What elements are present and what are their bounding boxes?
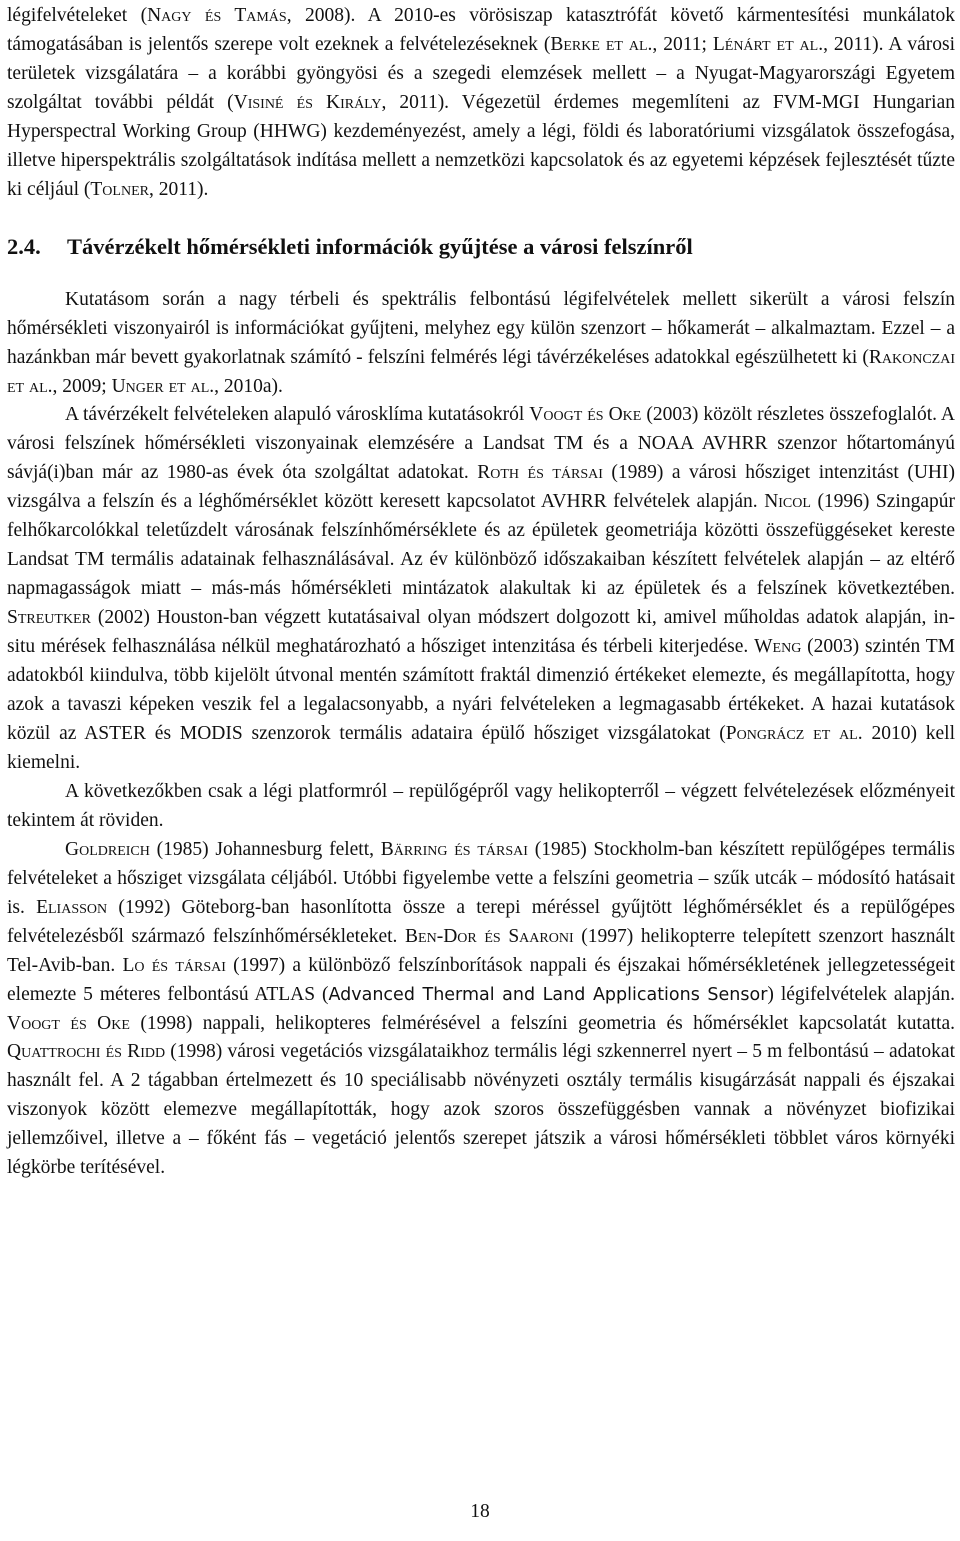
- paragraph-intro: légifelvételeket (Nagy és Tamás, 2008). A 2010-es vörösiszap katasztrófát követő kármentesítési munkálatok támogatásában is jelentős szerepe volt ezeknek a felvételezéseknek (Berke et al., 2011; Lénárt et al., 2011). A városi területek vizsgálatára – a korábbi gyöngyösi és a szegedi elemzések mellett – a Nyugat-Magyarországi Egyetem szolgáltat további példát (Visiné és Király, 2011). Végezetül érdemes megemlíteni az FVM-MGI Hungarian Hyperspectral Working Group (HHWG) kezdeményezést, amely a légi, földi és laboratóriumi vizsgálatok összefogása, illetve hiperspektrális szolgáltatások indítása mellett a nemzetközi kapcsolatok és az egyetemi képzések fejlesztését tűzte ki céljául (Tolner, 2011).: [7, 5, 955, 200]
- citation: Tolner: [90, 178, 149, 200]
- citation: Unger et al.: [111, 375, 215, 397]
- paragraph-4: Goldreich (1985) Johannesburg felett, Bärring és társai (1985) Stockholm-ban készített repülőgépes termális felvételeket a hősziget vizsgálata céljából. Utóbbi figyelembe vette a felszíni geometria – szűk utcák – módosító hatásait is. Eliasson (1992) Göteborg-ban hasonlította össze a terepi méréssel gyűjtött léghőmérséklet és a repülőgépes felvételezésből származó felszínhőmérsékleteket. Ben-Dor és Saaroni (1997) helikopterre telepített szenzort használt Tel-Avib-ban. Lo és társai (1997) a különböző felszínborítások nappali és éjszakai hőmérsékletének jellegzetességeit elemezte 5 méteres felbontású ATLAS (Advanced Thermal and Land Applications Sensor) légifelvételek alapján. Voogt és Oke (1998) nappali, helikopteres felmérésével a felszíni geometria és hőmérséklet kapcsolatát kutatta. Quattrochi és Ridd (1998) városi vegetációs vizsgálataikhoz termális légi szkennerrel nyert – 5 m felbontású – adatokat használt fel. A 2 tágabban értelmezett és 10 speciálisabb növényzeti osztály termális kisugárzását nappali és éjszakai viszonyok között elemezve megállapították, hogy azok szoros összefüggésben vannak a növényzet biofizikai jellemzőivel, illetve a – főként fás – vegetáció jelentős szerepet játszik a városi hőmérsékleti többlet város környéki légkörbe terítésével.: [7, 838, 956, 1179]
- section-title: Távérzékelt hőmérsékleti információk gyűjtése a városi felszínről: [67, 233, 693, 259]
- citation: Lo és társai: [122, 954, 226, 976]
- citation: Eliasson: [36, 896, 108, 918]
- citation: Quattrochi és Ridd: [7, 1041, 166, 1063]
- citation: Roth és társai: [477, 462, 603, 484]
- section-heading: [7, 232, 955, 262]
- paragraph-3: A következőkben csak a légi platformról – repülőgépről vagy helikopterről – végzett felvételezések előzményeit tekintem át röviden.: [7, 780, 955, 831]
- section-number: 2.4.: [7, 233, 41, 259]
- citation: Goldreich: [65, 838, 150, 860]
- citation: Streutker: [7, 607, 91, 629]
- citation: Berke et al.: [550, 33, 653, 55]
- citation: Voogt és Oke: [7, 1012, 130, 1034]
- citation: Nicol: [764, 491, 811, 513]
- citation: Weng: [754, 636, 802, 658]
- page-number: 18: [470, 1501, 490, 1522]
- sensor-name: Advanced Thermal and Land Applications Sensor: [328, 984, 768, 1005]
- citation: Visiné és Király: [233, 91, 382, 113]
- paragraph-1: Kutatásom során a nagy térbeli és spektrális felbontású légifelvételek mellett sikerült a városi felszín hőmérsékleti viszonyairól is információkat gyűjteni, melyhez egy külön szenzort – hőkamerát – alkalmaztam. Ezzel – a hazánkban már bevett gyakorlatnak számító - felszíni felmérés légi távérzékeléses adatokkal egészülhetett ki (Rakonczai et al., 2009; Unger et al., 2010a).: [7, 288, 955, 397]
- citation: Lénárt et al.: [712, 33, 824, 55]
- citation: Pongrácz et al.: [725, 722, 863, 744]
- citation: Ben-Dor és Saaroni: [405, 925, 574, 947]
- paragraph-2: A távérzékelt felvételeken alapuló városklíma kutatásokról Voogt és Oke (2003) közölt részletes összefoglalót. A városi felszínek hőmérsékleti viszonyainak elemzésére a Landsat TM és a NOAA AVHRR szenzor hőtartományú sávjá(i)ban már az 1980-as évek óta szolgáltat adatokat. Roth és társai (1989) a városi hősziget intenzitást (UHI) vizsgálva a felszín és a léghőmérséklet között keresett kapcsolatot AVHRR felvételek alapján. Nicol (1996) Szingapúr felhőkarcolókkal teletűzdelt városának felszínhőmérséklete és az épületek geometriája közötti összefüggéseket kereste Landsat TM termális adatainak felhasználásával. Az év különböző időszakaiban készített felvételek alapján – az eltérő napmagasságok miatt – más-más hőmérsékleti mintázatok alakultak ki az épületek és a felszínek következtében. Streutker (2002) Houston-ban végzett kutatásaival olyan módszert dolgozott ki, amivel műholdas adatok alapján, in-situ mérések felhasználása nélkül meghatározható a hősziget intenzitása és térbeli kiterjedése. Weng (2003) szintén TM adatokból kiindulva, több kijelölt útvonal mentén számított fraktál dimenzió értékeket elemezte, és megállapította, hogy azok a tavaszi képeken veszik fel a legalacsonyabb, a nyári felvételeken a legmagasabb értékeket. A hazai kutatások közül az ASTER és MODIS szenzorok termális adataira épülő hősziget vizsgálatokat (Pongrácz et al. 2010) kell kiemelni.: [7, 404, 956, 773]
- citation: Voogt és Oke: [529, 404, 642, 426]
- citation: Nagy és Tamás: [147, 5, 287, 26]
- citation: Bärring és társai: [380, 838, 528, 860]
- citation: Rakonczai et al.: [7, 346, 955, 397]
- document-page: [7, 2, 955, 1183]
